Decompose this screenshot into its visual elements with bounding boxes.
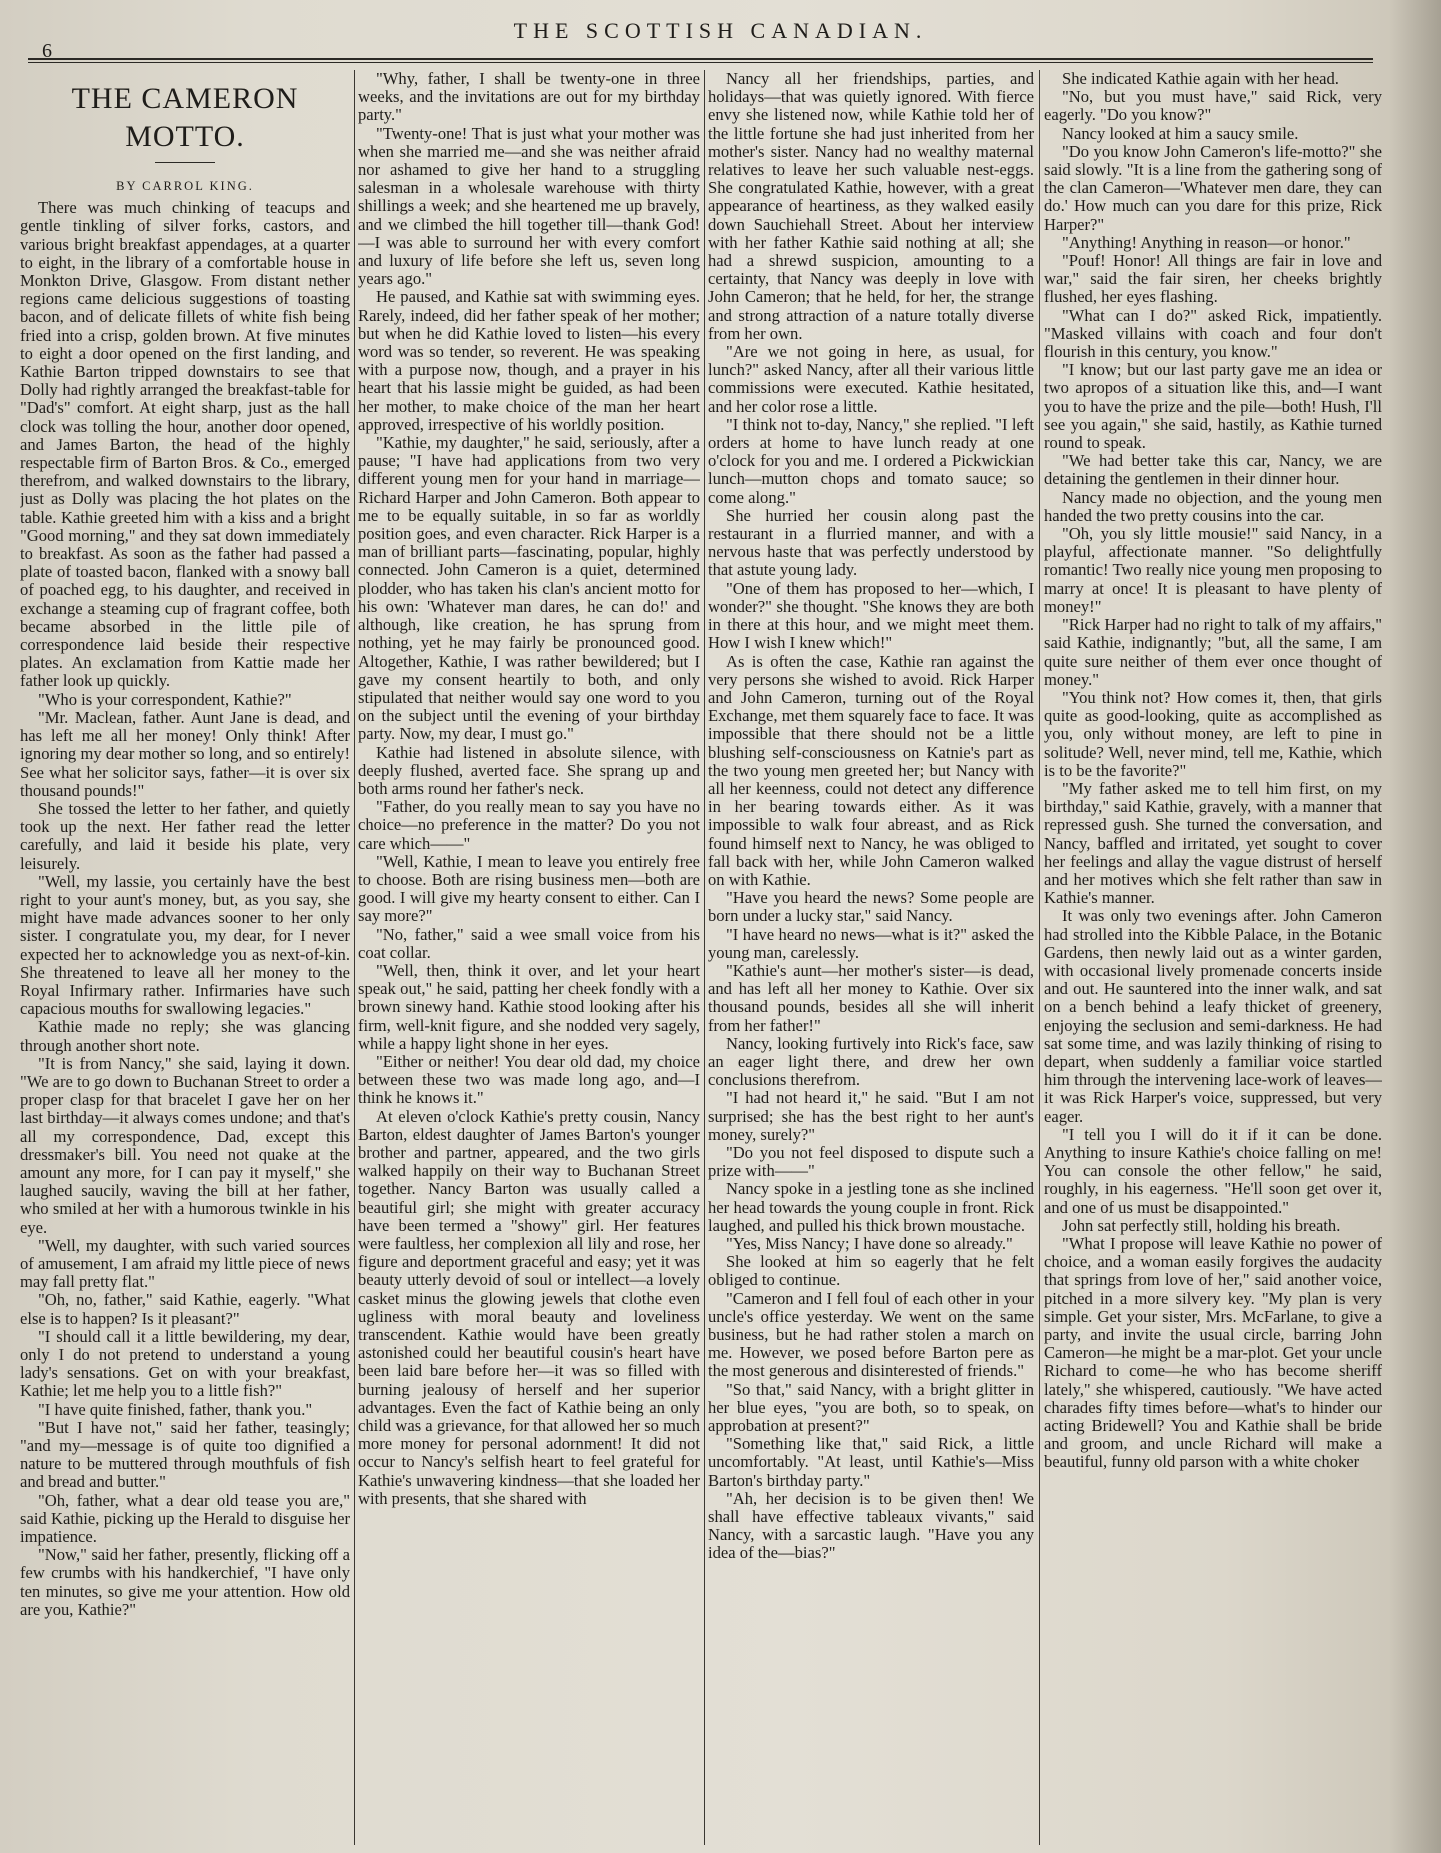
paragraph: "Now," said her father, presently, flicking off a few crumbs with his handkerchief, "I have only ten minutes, so give me your attention. How old are you, Kathie?"	[20, 1545, 350, 1619]
paragraph: "We had better take this car, Nancy, we are detaining the gentlemen in their dinner hour.	[1044, 451, 1382, 489]
paragraph: "I know; but our last party gave me an idea or two apropos of a situation like this, and—I want you to have the prize and the pile—both! Hush, I'll see you again," she said, hastily, as Kathie turned round to speak.	[1044, 360, 1382, 453]
paragraph: Kathie made no reply; she was glancing through another short note.	[20, 1017, 350, 1055]
paragraph: "One of them has proposed to her—which, I wonder?" she thought. "She knows they are both in there at this hour, and we might meet them. How I wish I knew which!"	[708, 578, 1034, 653]
column-2-text	[358, 70, 700, 1508]
paragraph: "Ah, her decision is to be given then! We shall have effective tableaux vivants," said Nancy, with a sarcastic laugh. "Have you any idea of the—bias?"	[708, 1488, 1034, 1563]
paragraph: She hurried her cousin along past the restaurant in a flurried manner, and with a nervous haste that was perfectly understood by that astute young lady.	[708, 505, 1034, 580]
paragraph: "Are we not going in here, as usual, for lunch?" asked Nancy, after all their various little commissions were executed. Kathie hesitated, and her color rose a little.	[708, 342, 1034, 416]
paragraph: "Well, Kathie, I mean to leave you entirely free to choose. Both are rising business men—both are good. I will give my hearty consent to either. Can I say more?"	[358, 851, 700, 926]
paragraph: "What I propose will leave Kathie no power of choice, and a woman easily forgives the audacity that springs from love of her," said another voice, pitched in a more silvery key. "My plan is very simple. Get your sister, Mrs. McFarlane, to give a party, and invite the usual circle, barring John Cameron—he might be a mar-plot. Get your uncle Richard to come—he who has become sheriff lately," she whispered, cautiously. "We have acted charades fifty times before—what's to hinder our acting Bridewell? You and Kathie shall be bride and groom, and uncle Richard will make a beautiful, funny old parson with a white choker	[1044, 1234, 1382, 1472]
paragraph: "Either or neither! You dear old dad, my choice between these two was made long ago, and—I think he knows it."	[358, 1051, 700, 1108]
paragraph: "Father, do you really mean to say you have no choice—no preference in the matter? Do you not care which——"	[358, 797, 700, 853]
paragraph: Nancy, looking furtively into Rick's face, saw an eager light there, and drew her own conclusions therefrom.	[708, 1033, 1034, 1090]
paragraph: "So that," said Nancy, with a bright glitter in her blue eyes, "you are both, so to speak, on approbation at present?"	[708, 1379, 1034, 1436]
story-title: THE CAMERON MOTTO.	[71, 82, 299, 153]
paragraph: "Why, father, I shall be twenty-one in three weeks, and the invitations are out for my birthday party."	[358, 70, 700, 125]
paragraph: "No, father," said a wee small voice from his coat collar.	[358, 924, 700, 962]
paragraph: "Oh, no, father," said Kathie, eagerly. "What else is to happen? Is it pleasant?"	[20, 1290, 350, 1328]
paragraph: Kathie had listened in absolute silence, with deeply flushed, averted face. She sprang up and both arms round her father's neck.	[358, 742, 700, 798]
masthead	[0, 10, 1441, 62]
paragraph: "Who is your correspondent, Kathie?"	[38, 689, 292, 709]
paragraph: "But I have not," said her father, teasingly; "and my—message is of quite too dignified a nature to be muttered through mouthfuls of fish and bread and butter."	[20, 1417, 350, 1492]
masthead-rule	[28, 58, 1373, 60]
paragraph: "I should call it a little bewildering, my dear, only I do not pretend to understand a young lady's sensations. Get on with your breakfast, Kathie; let me help you to a little fish?"	[20, 1326, 350, 1401]
paragraph: "Mr. Maclean, father. Aunt Jane is dead, and has left me all her money! Only think! After ignoring my dear mother so long, and so entirely! See what her solicitor says, father—it is over six thousand pounds!"	[20, 707, 350, 800]
column-divider	[704, 70, 705, 1845]
paragraph: Nancy spoke in a jestling tone as she inclined her head towards the young couple in front. Rick laughed, and pulled his thick brown moustache.	[708, 1179, 1034, 1235]
paragraph: "I have heard no news—what is it?" asked the young man, carelessly.	[708, 924, 1034, 962]
column-divider	[1039, 70, 1040, 1845]
paragraph: "I have quite finished, father, thank you."	[38, 1399, 313, 1419]
column-divider	[354, 70, 355, 1845]
paragraph: There was much chinking of teacups and gentle tinkling of silver forks, castors, and various bright breakfast appendages, at a quarter to eight, in the library of a comfortable house in Monkton Drive, Glasgow. From distant nether regions came delicious suggestions of toasting bacon, and of delicate fillets of white fish being fried into a crisp, golden brown. At five minutes to eight a door opened on the first landing, and Kathie Barton tripped downstairs to see that Dolly had rightly arranged the breakfast-table for "Dad's" comfort. At eight sharp, just as the hall clock was tolling the hour, another door opened, and James Barton, the head of the highly respectable firm of Barton Bros. & Co., emerged therefrom, and walked downstairs to the library, just as Dolly was placing the hot plates on the table. Kathie greeted him with a kiss and a bright "Good morning," and they sat down immediately to breakfast. As soon as the father had passed a plate of toasted bacon, flanked with a snowy ball of poached egg, to his daughter, and received in exchange a steaming cup of fragrant coffee, both became absorbed in the little pile of correspondence laid beside their respective plates. An exclamation from Kattie made her father look up quickly.	[20, 198, 350, 691]
paragraph: "Oh, father, what a dear old tease you are," said Kathie, picking up the Herald to disguise her impatience.	[20, 1490, 350, 1547]
paragraph: "Cameron and I fell foul of each other in your uncle's office yesterday. We went on the same business, but he had rather stolen a march on me. However, we posed before Barton pere as the most generous and disinterested of friends."	[708, 1288, 1034, 1381]
paragraph: As is often the case, Kathie ran against the very persons she wished to avoid. Rick Harper and John Cameron, turning out of the Royal Exchange, met them squarely face to face. It was impossible that there should not be a little blushing self-consciousness on Katnie's part as the two young men greeted her; but Nancy with all her keenness, could not detect any difference in her bearing towards either. As it was impossible to walk four abreast, and as Rick found himself next to Nancy, he was obliged to fall back with her, while John Cameron walked on with Kathie.	[708, 651, 1034, 889]
paragraph: "Well, then, think it over, and let your heart speak out," he said, patting her cheek fondly with a brown sinewy hand. Kathie stood looking after his firm, well-knit figure, and she nodded very sagely, while a happy light shone in her eyes.	[358, 960, 700, 1053]
paragraph: She tossed the letter to her father, and quietly took up the next. Her father read the letter carefully, and laid it beside his plate, very leisurely.	[20, 798, 350, 873]
paragraph: Nancy looked at him a saucy smile.	[1062, 123, 1299, 143]
paragraph: "It is from Nancy," she said, laying it down. "We are to go down to Buchanan Street to order a proper clasp for that bracelet I gave her on her last birthday—it always comes undone; and that's all my correspondence, Dad, except this dressmaker's bill. You need not quake at the amount any more, for I can pay it myself," she laughed saucily, waving the bill at her father, who smiled at her with a humorous twinkle in his eye.	[20, 1053, 350, 1237]
paragraph: He paused, and Kathie sat with swimming eyes. Rarely, indeed, did her father speak of her mother; but when he did Kathie loved to listen—his every word was so tender, so reverent. He was speaking with a purpose now, though, and a prayer in his heart that his lassie might be guided, as had been her mother, to make choice of the man her heart approved, irrespective of his worldly position.	[358, 287, 700, 434]
paragraph: "Well, my lassie, you certainly have the best right to your aunt's money, but, as you say, she might have made advances sooner to her only sister. I congratulate you, my dear, for I never expected her to acknowledge you as next-of-kin. She threatened to leave all her money to the Royal Infirmary rather. Infirmaries have such capacious mouths for swallowing legacies."	[20, 871, 350, 1019]
paragraph: "Yes, Miss Nancy; I have done so already."	[726, 1234, 1013, 1253]
masthead-rule-thin	[28, 62, 1373, 63]
newspaper-title: THE SCOTTISH CANADIAN.	[513, 18, 928, 43]
paragraph: She looked at him so eagerly that he felt obliged to continue.	[708, 1252, 1034, 1290]
paragraph: "You think not? How comes it, then, that girls quite as good-looking, quite as accomplished as you, only without money, are left to pine in solitude? Well, never mind, tell me, Kathie, which is to be the favorite?"	[1044, 687, 1382, 780]
paragraph: "I tell you I will do it if it can be done. Anything to insure Kathie's choice falling on me! You can console the other fellow," he said, roughly, in his eagerness. "He'll soon get over it, and one of us must be disappointed."	[1044, 1124, 1382, 1217]
paragraph: "Kathie, my daughter," he said, seriously, after a pause; "I have had applications from two very different young men for your hand in marriage—Richard Harper and John Cameron. Both appear to me to be equally suitable, in so far as worldly position goes, and even character. Rick Harper is a man of brilliant parts—fascinating, popular, highly connected. John Cameron is a quiet, determined plodder, who has taken his clan's ancient motto for his own: 'Whatever man dares, he can do!' and although, like creation, he has sprung from nothing, yet he may fairly be pronounced good. Altogether, Kathie, I was rather bewildered; but I gave my consent heartily to both, and only stipulated that neither would say one word to you on the subject until the evening of your birthday party. Now, my dear, I must go."	[358, 433, 700, 744]
paragraph: John sat perfectly still, holding his breath.	[1062, 1215, 1341, 1235]
byline: BY CARROL KING.	[116, 179, 254, 193]
paragraph: "My father asked me to tell him first, on my birthday," said Kathie, gravely, with a manner that repressed gush. She turned the conversation, and Nancy, baffled and irritated, yet sought to cover her feelings and allay the vague distrust of herself and her motives which she felt rather than saw in Kathie's manner.	[1044, 778, 1382, 908]
paragraph: She indicated Kathie again with her head.	[1062, 70, 1339, 88]
paragraph: "No, but you must have," said Rick, very eagerly. "Do you know?"	[1044, 87, 1382, 125]
paragraph: Nancy all her friendships, parties, and holidays—that was quietly ignored. With fierce envy she listened now, while Kathie told her of the little fortune she had just inherited from her mother's sister. Nancy had no wealthy maternal relatives to leave her such valuable nest-eggs. She congratulated Kathie, however, with a great appearance of heartiness, as they walked easily down Sauchiehall Street. About her interview with her father Kathie said nothing at all; she had a shrewd suspicion, amounting to a certainty, that Nancy was deeply in love with John Cameron; that he held, for her, the strange and strong attraction of a nature totally diverse from her own.	[708, 70, 1034, 343]
paragraph: "Do you not feel disposed to dispute such a prize with——"	[708, 1142, 1034, 1181]
paragraph: "Pouf! Honor! All things are fair in love and war," said the fair siren, her cheeks brightly flushed, her eyes flashing.	[1044, 251, 1382, 307]
title-divider	[155, 162, 215, 163]
paragraph: "Do you know John Cameron's life-motto?" she said slowly. "It is a line from the gathering song of the clan Cameron—'Whatever men dare, they can do.' How much can you dare for this prize, Rick Harper?"	[1044, 141, 1382, 234]
page-number: 6	[42, 40, 52, 62]
paragraph: "Well, my daughter, with such varied sources of amusement, I am afraid my little piece of news may fall pretty flat."	[20, 1235, 350, 1292]
page-edge-shadow	[1389, 0, 1441, 1853]
column-1	[20, 70, 350, 1840]
column-3-text	[708, 70, 1034, 1563]
paragraph: "Kathie's aunt—her mother's sister—is dead, and has left all her money to Kathie. Over six thousand pounds, besides all she will inherit from her father!"	[708, 960, 1034, 1035]
column-1-text	[20, 199, 350, 1619]
paragraph: "Something like that," said Rick, a little uncomfortably. "At least, until Kathie's—Miss Barton's birthday party."	[708, 1434, 1034, 1490]
paragraph: "What can I do?" asked Rick, impatiently. "Masked villains with coach and four don't flourish in this century, you know."	[1044, 305, 1382, 362]
paragraph: "Twenty-one! That is just what your mother was when she married me—and she was neither afraid nor ashamed to give her hand to a struggling salesman in a wholesale warehouse with thirty shillings a week; and she heartened me up bravely, and we climbed the hill together till—thank God!—I was able to surround her with every comfort and luxury of life before she left us, seven long years ago."	[358, 123, 700, 289]
column-4	[1044, 70, 1382, 1840]
column-3	[708, 70, 1034, 1840]
paragraph: At eleven o'clock Kathie's pretty cousin, Nancy Barton, eldest daughter of James Barton's younger brother and partner, appeared, and the two girls walked happily on their way to Buchanan Street together. Nancy Barton was usually called a beautiful girl; she might with greater accuracy have been termed a "showy" girl. Her features were faultless, her complexion all lily and rose, her figure and deportment graceful and easy; yet it was beauty utterly devoid of soul or intellect—a lovely casket minus the glowing jewels that clothe even ugliness with moral beauty and loveliness transcendent. Kathie would have been greatly astonished could her beautiful cousin's heart have been laid bare before her—it was so filled with burning jealousy of herself and her superior advantages. Even the fact of Kathie being an only child was a grievance, for that allowed her so much more money for personal adornment! It did not occur to Nancy's selfish heart to feel grateful for Kathie's unwavering kindness—that she loaded her with presents, that she shared with	[358, 1106, 700, 1508]
paragraph: Nancy made no objection, and the young men handed the two pretty cousins into the car.	[1044, 487, 1382, 525]
paragraph: "Anything! Anything in reason—or honor."	[1062, 232, 1351, 252]
paragraph: "Oh, you sly little mousie!" said Nancy, in a playful, affectionate manner. "So delightfully romantic! Two really nice young men proposing to marry at once! It is pleasant to have plenty of money!"	[1044, 524, 1382, 616]
paragraph: "I think not to-day, Nancy," she replied. "I left orders at home to have lunch ready at one o'clock for you and me. I ordered a Pickwickian lunch—mutton chops and tomato sauce; so come along."	[708, 414, 1034, 507]
paragraph: "Have you heard the news? Some people are born under a lucky star," said Nancy.	[708, 888, 1034, 926]
column-2	[358, 70, 700, 1840]
paragraph: "Rick Harper had no right to talk of my affairs," said Kathie, indignantly; "but, all the same, I am quite sure neither of them ever once thought of money."	[1044, 615, 1382, 689]
paragraph: "I had not heard it," he said. "But I am not surprised; she has the best right to her aunt's money, surely?"	[708, 1088, 1034, 1144]
paragraph: It was only two evenings after. John Cameron had strolled into the Kibble Palace, in the Botanic Gardens, then newly laid out as a winter garden, with occasional lively promenade concerts inside and out. He sauntered into the inner walk, and sat on a bench behind a leafy thicket of greenery, enjoying the seclusion and semi-darkness. He had sat some time, and was lazily thinking of rising to depart, when suddenly a familiar voice startled him through the intervening lace-work of leaves—it was Rick Harper's voice, suppressed, but very eager.	[1044, 906, 1382, 1126]
column-4-text	[1044, 70, 1382, 1472]
